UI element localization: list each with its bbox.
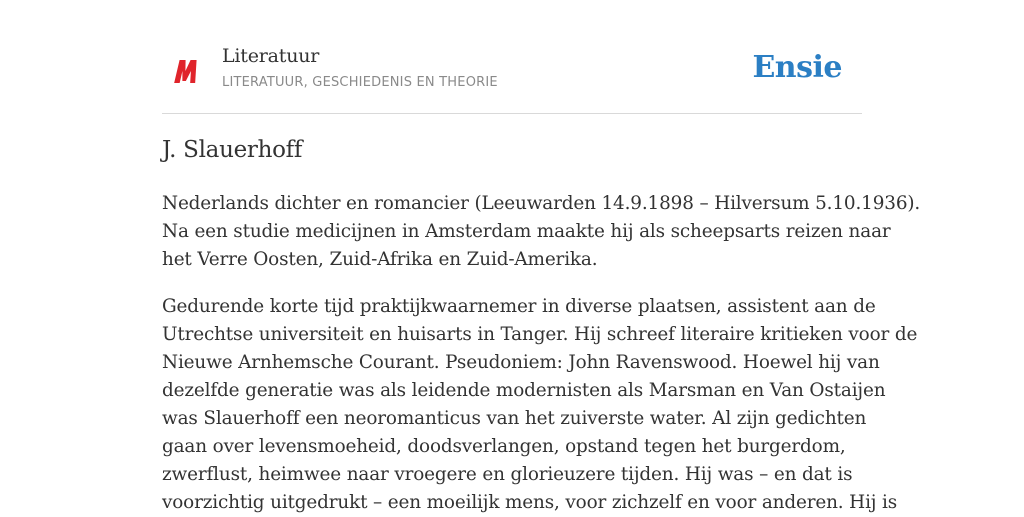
- paragraph-line: Gedurende korte tijd praktijkwaarnemer in diverse plaatsen, assistent aan de: [162, 296, 876, 317]
- paragraph-line: dezelfde generatie was als leidende modernisten als Marsman en Van Ostaijen: [162, 380, 886, 401]
- paragraph-line: voorzichtig uitgedrukt – een moeilijk mens, voor zichzelf en voor anderen. Hij is: [162, 492, 898, 513]
- article-paragraph-1: [162, 190, 921, 274]
- article-paragraph-2: [162, 293, 918, 517]
- category-subtitle: LITERATUUR, GESCHIEDENIS EN THEORIE: [222, 75, 498, 90]
- page-container: [162, 0, 921, 513]
- paragraph-line: Nieuwe Arnhemsche Courant. Pseudoniem: John Ravenswood. Hoewel hij van: [162, 352, 880, 373]
- header: [162, 0, 862, 114]
- paragraph-line: Na een studie medicijnen in Amsterdam maakte hij als scheepsarts reizen naar: [162, 221, 891, 242]
- paragraph-line: het Verre Oosten, Zuid-Afrika en Zuid-Amerika.: [162, 249, 598, 270]
- paragraph-line: Utrechtse universiteit en huisarts in Tanger. Hij schreef literaire kritieken voor de: [162, 324, 918, 345]
- brand-logo-link[interactable]: Ensie: [752, 50, 842, 85]
- m-logo-icon[interactable]: [172, 56, 198, 86]
- paragraph-line: zwerflust, heimwee naar vroegere en glorieuzere tijden. Hij was – en dat is: [162, 464, 853, 485]
- paragraph-line: gaan over levensmoeheid, doodsverlangen, opstand tegen het burgerdom,: [162, 436, 846, 457]
- article-title: J. Slauerhoff: [162, 137, 303, 163]
- category-title[interactable]: Literatuur: [222, 45, 320, 67]
- paragraph-line: Nederlands dichter en romancier (Leeuwarden 14.9.1898 – Hilversum 5.10.1936).: [162, 193, 921, 214]
- paragraph-line: was Slauerhoff een neoromanticus van het zuiverste water. Al zijn gedichten: [162, 408, 867, 429]
